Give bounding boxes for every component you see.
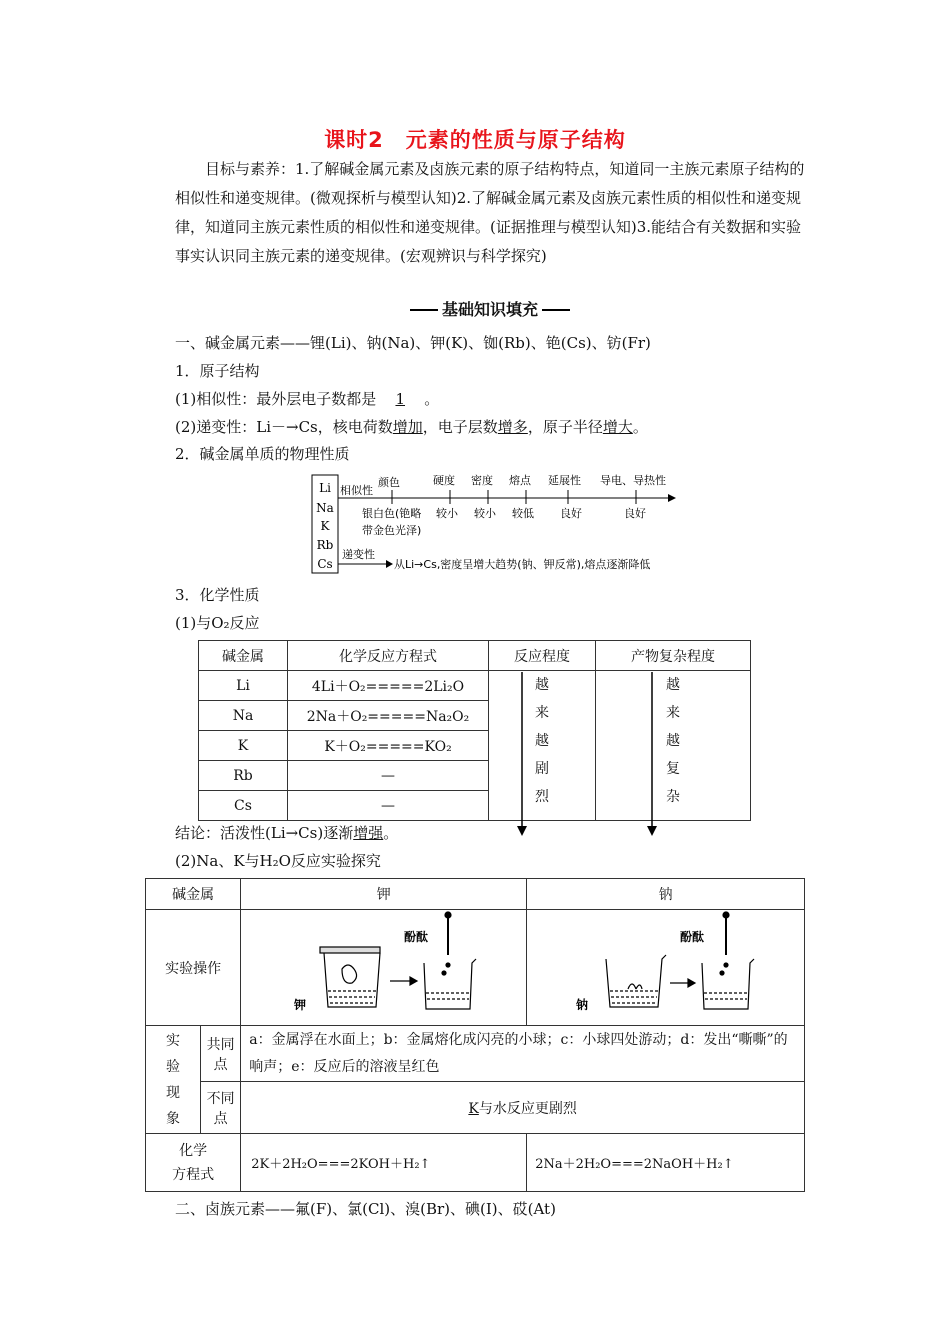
metal-label: 钠 [575,997,588,1012]
header-complexity: 产物复杂程度 [596,641,751,671]
banner-text: 基础知识填充 [438,297,542,320]
oxygen-reaction-table [198,640,751,821]
blank-answer: 增强 [353,824,384,842]
section1-heading: 一、碱金属元素——锂(Li)、钠(Na)、钾(K)、铷(Rb)、铯(Cs)、钫(Fr) [175,334,651,352]
text: ，电子层数 [422,418,498,436]
equation-sodium: 2Na＋2H₂O===2NaOH＋H₂↑ [527,1134,805,1192]
arrow-down-icon [647,826,657,836]
conclusion-line [175,822,398,843]
char: 杂 [666,789,680,805]
prop-melting: 熔点 [509,474,531,487]
char: 现 [166,1084,180,1101]
header-metal: 碱金属 [146,879,241,910]
section2-heading: 二、卤族元素——氟(F)、氯(Cl)、溴(Br)、碘(I)、砹(At) [175,1200,556,1218]
prop-color: 颜色 [378,476,400,489]
difference-label: 不同点 [201,1082,241,1134]
glass-plate [320,947,380,953]
physical-properties-diagram [300,470,680,578]
operation-label: 实验操作 [146,910,241,1026]
text: 与水反应更剧烈 [478,1100,577,1117]
equation-label [146,1134,241,1192]
similarity-line [175,388,439,409]
metal-label: 钾 [293,997,306,1012]
cell-equation: 4Li＋O₂=====2Li₂O [288,671,489,701]
arrow-down-icon [517,826,527,836]
arrow-head-icon [386,560,393,568]
objectives: 目标与素养：1.了解碱金属元素及卤族元素的原子结构特点，知道同一主族元素原子结构的相似性和递变规律。(微观探析与模型认知)2.了解碱金属元素及卤族元素性质的相似性和递变规律，知道同主族元素性质的相似性和递变规律。(证据推理与模型认知)3.能结合有关数据和实验事实认识同主族元素的递变规律。(宏观辨识与科学探究) [175,160,805,265]
potassium-apparatus [284,911,484,1021]
header-intensity: 反应程度 [489,641,596,671]
cell-metal: Li [199,671,288,701]
prop-conductivity: 导电、导热性 [600,474,666,487]
page-title: 课时2 元素的性质与原子结构 [324,128,626,152]
element-li: Li [319,481,331,495]
cell-metal: Cs [199,791,288,821]
blank-answer: 增加 [392,418,423,436]
char: 实 [166,1032,180,1049]
char: 越 [535,677,549,693]
val-hardness: 较小 [436,507,458,520]
blank-answer: K [468,1100,479,1117]
sodium-apparatus [566,911,766,1021]
val-ductility: 良好 [560,507,582,520]
section-banner [410,297,570,323]
char: 复 [666,761,680,777]
trend-line [175,416,648,437]
val-conductivity: 良好 [624,507,646,520]
sim-label: 相似性 [340,484,373,497]
trend-label: 递变性 [342,548,375,561]
indicator-label: 酚酞 [679,929,704,944]
prop-density: 密度 [471,474,493,487]
sodium-experiment-image [527,910,805,1026]
common-label: 共同点 [201,1026,241,1082]
sub-oxygen-reaction: (1)与O₂反应 [175,614,260,632]
phenomenon-label [146,1026,201,1134]
text: (1)相似性：最外层电子数都是 [175,390,377,408]
arrow-head-icon [668,494,676,502]
cell-equation: 2Na＋O₂=====Na₂O₂ [288,701,489,731]
val-color-2: 带金色光泽) [362,524,422,537]
indicator-label: 酚酞 [403,929,428,944]
beaker-icon [324,953,380,1007]
cell-metal: Na [199,701,288,731]
text: 方程式 [172,1166,215,1183]
header-equation: 化学反应方程式 [288,641,489,671]
char: 越 [666,733,680,749]
difference-text [241,1082,805,1134]
text: (2)递变性：Li－→Cs，核电荷数 [175,418,393,436]
element-cs: Cs [317,557,333,571]
flame-icon [342,965,357,983]
element-na: Na [316,501,334,515]
cell-equation: K＋O₂=====KO₂ [288,731,489,761]
val-color-1: 银白色(铯略 [362,507,422,520]
prop-hardness: 硬度 [433,474,455,487]
char: 剧 [535,761,549,777]
element-rb: Rb [316,538,334,552]
reaction-icon [628,984,642,989]
char: 越 [666,677,680,693]
header-metal: 碱金属 [199,641,288,671]
prop-ductility: 延展性 [548,474,581,487]
char: 来 [666,705,680,721]
potassium-experiment-image [241,910,527,1026]
element-k: K [320,519,330,533]
text: 。 [632,418,648,436]
arrow-head-icon [688,979,695,987]
trend-arrows [512,670,662,840]
common-text: a：金属浮在水面上；b：金属熔化成闪亮的小球；c：小球四处游动；d：发出“嘶嘶”的响声；e：反应后的溶液呈红色 [241,1026,805,1082]
val-melting: 较低 [512,507,534,520]
char: 越 [535,733,549,749]
val-density: 较小 [474,507,496,520]
cell-equation: — [288,791,489,821]
char: 验 [166,1058,180,1075]
arrow-head-icon [410,977,417,985]
equation-potassium: 2K＋2H₂O===2KOH＋H₂↑ [241,1134,527,1192]
text: 结论：活泼性(Li→Cs)逐渐 [175,824,354,842]
cell-equation: — [288,761,489,791]
header-sodium: 钠 [527,879,805,910]
char: 来 [535,705,549,721]
cell-metal: Rb [199,761,288,791]
blank-answer: 增大 [602,418,633,436]
char: 象 [166,1110,180,1127]
text: 。 [424,390,440,408]
water-reaction-table [145,878,805,1192]
trend-text: 从Li→Cs,密度呈增大趋势(钠、钾反常),熔点逐渐降低 [394,558,651,571]
sub-physical-properties: 2．碱金属单质的物理性质 [175,445,350,463]
beaker-icon [606,955,666,1007]
text: 。 [383,824,399,842]
sub-atomic-structure: 1．原子结构 [175,362,260,380]
char: 烈 [535,789,549,805]
text: ，原子半径 [527,418,603,436]
blank-answer: 1 [395,390,406,408]
blank-answer: 增多 [497,418,528,436]
sub-chemical-properties: 3．化学性质 [175,586,260,604]
header-potassium: 钾 [241,879,527,910]
text: 化学 [179,1142,208,1159]
cell-metal: K [199,731,288,761]
sub-water-reaction: (2)Na、K与H₂O反应实验探究 [175,852,381,870]
